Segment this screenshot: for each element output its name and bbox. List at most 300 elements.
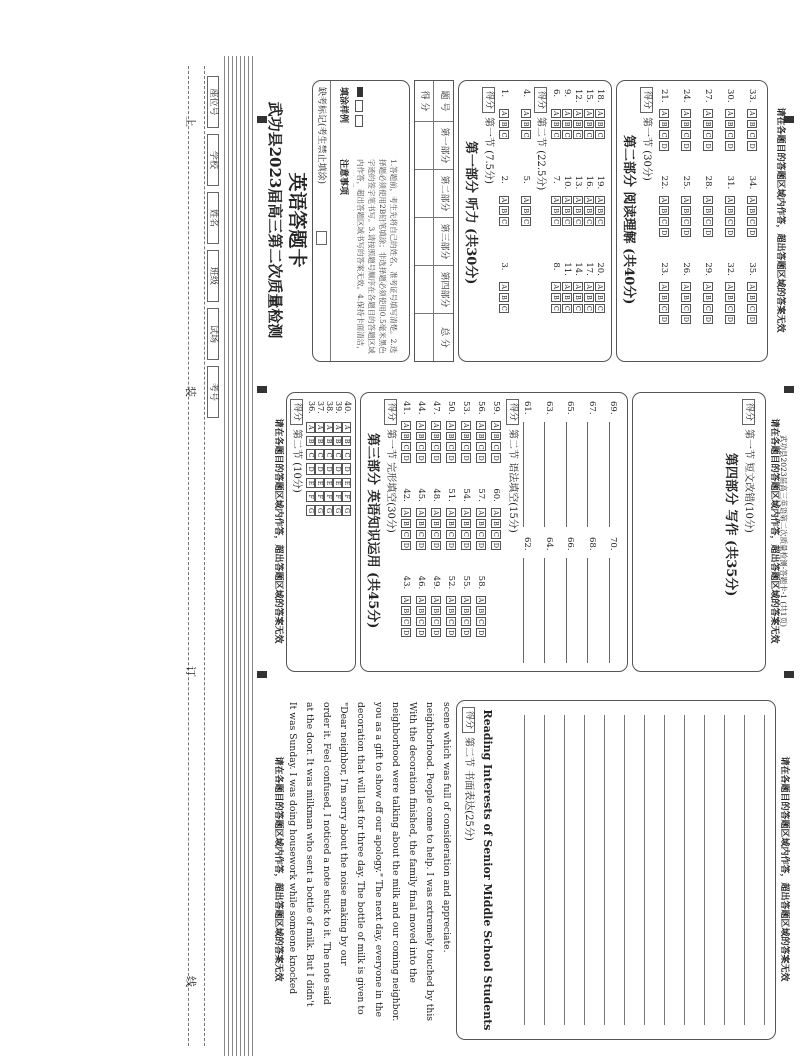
option-bubble[interactable]: D — [307, 463, 316, 474]
writing-line[interactable] — [664, 715, 665, 1025]
option-bubble[interactable]: C — [574, 219, 582, 225]
option-bubble[interactable]: B — [704, 121, 712, 127]
option-bubble[interactable]: B — [325, 436, 334, 447]
option-bubble[interactable]: A — [596, 197, 604, 203]
option-bubble[interactable]: B — [660, 121, 668, 127]
option-bubble[interactable]: D — [417, 455, 425, 461]
option-bubble[interactable]: C — [343, 449, 352, 460]
writing-line[interactable] — [644, 715, 645, 1025]
option-bubble[interactable]: D — [316, 463, 325, 474]
option-bubble[interactable]: A — [432, 423, 440, 428]
option-bubble[interactable]: A — [334, 422, 343, 433]
option-bubble[interactable]: D — [748, 143, 756, 149]
essay-writing-lines[interactable] — [503, 701, 775, 1039]
score-table-cell[interactable] — [415, 218, 433, 266]
option-bubble[interactable]: D — [682, 143, 690, 149]
blank-line[interactable] — [609, 422, 611, 527]
blank-line[interactable] — [523, 558, 525, 663]
option-bubble[interactable]: C — [704, 305, 712, 311]
writing-line[interactable] — [524, 715, 525, 1025]
option-bubble[interactable]: D — [748, 230, 756, 236]
option-bubble[interactable]: D — [343, 463, 352, 474]
option-bubble[interactable]: C — [563, 219, 571, 225]
option-bubble[interactable]: C — [462, 531, 470, 537]
option-bubble[interactable]: C — [462, 444, 470, 450]
option-bubble[interactable]: E — [307, 478, 316, 489]
option-bubble[interactable]: A — [500, 111, 508, 116]
blank-line[interactable] — [566, 422, 568, 527]
option-bubble[interactable]: B — [748, 121, 756, 127]
option-bubble[interactable]: A — [704, 111, 712, 116]
option-bubble[interactable]: D — [432, 630, 440, 636]
option-bubble[interactable]: C — [500, 305, 508, 311]
option-bubble[interactable]: A — [574, 197, 582, 203]
option-bubble[interactable]: C — [447, 619, 455, 625]
option-bubble[interactable]: C — [334, 449, 343, 460]
option-bubble[interactable]: D — [462, 455, 470, 461]
option-bubble[interactable]: B — [432, 433, 440, 439]
option-bubble[interactable]: B — [726, 208, 734, 214]
option-bubble[interactable]: G — [343, 505, 352, 516]
option-bubble[interactable]: B — [682, 295, 690, 300]
writing-line[interactable] — [704, 715, 705, 1025]
writing-line[interactable] — [604, 715, 605, 1025]
option-bubble[interactable]: C — [432, 531, 440, 537]
option-bubble[interactable]: B — [726, 295, 734, 300]
option-bubble[interactable]: D — [492, 455, 500, 461]
part3-box — [360, 392, 628, 672]
option-bubble[interactable]: A — [492, 510, 500, 516]
option-bubble[interactable]: A — [585, 284, 593, 290]
option-bubble[interactable]: A — [402, 597, 410, 603]
option-bubble[interactable]: B — [552, 208, 560, 214]
option-bubble[interactable]: G — [334, 505, 343, 516]
option-bubble[interactable]: C — [552, 305, 560, 311]
option-bubble[interactable]: B — [462, 433, 470, 439]
option-bubble[interactable]: B — [596, 295, 604, 300]
option-bubble[interactable]: D — [492, 542, 500, 549]
option-bubble[interactable]: A — [325, 422, 334, 433]
score-box[interactable]: 得分 — [742, 399, 755, 425]
blank-line[interactable] — [545, 558, 547, 663]
option-bubble[interactable]: D — [704, 316, 712, 323]
option-bubble[interactable]: B — [402, 521, 410, 526]
option-bubble[interactable]: B — [563, 208, 571, 214]
question-number: 29. — [703, 262, 714, 276]
option-bubble[interactable]: C — [563, 132, 571, 138]
option-bubble[interactable]: B — [682, 121, 690, 127]
option-bubble[interactable]: C — [704, 132, 712, 138]
writing-line[interactable] — [724, 715, 725, 1025]
option-bubble[interactable]: A — [682, 284, 690, 290]
option-bubble[interactable]: A — [417, 597, 425, 603]
option-bubble[interactable]: A — [574, 111, 582, 116]
score-table-cell[interactable] — [415, 170, 433, 218]
option-bubble[interactable]: A — [585, 111, 593, 116]
passage-line: order it. Feel confused, I noticed a note stuck to it. The note said — [321, 702, 333, 1005]
option-bubble[interactable]: G — [316, 505, 325, 516]
question-item — [461, 488, 471, 575]
option-bubble[interactable]: A — [552, 197, 560, 203]
option-bubble[interactable]: B — [585, 121, 593, 127]
option-bubble[interactable]: C — [462, 619, 470, 625]
option-bubble[interactable]: B — [660, 295, 668, 300]
option-bubble[interactable]: A — [596, 284, 604, 290]
option-bubble[interactable]: A — [660, 197, 668, 203]
option-bubble[interactable]: A — [316, 422, 325, 433]
blank-line[interactable] — [588, 422, 590, 527]
option-bubble[interactable]: A — [402, 423, 410, 428]
option-bubble[interactable]: D — [682, 230, 690, 236]
option-bubble[interactable]: A — [660, 284, 668, 290]
option-bubble[interactable]: C — [748, 305, 756, 311]
option-bubble[interactable]: B — [334, 436, 343, 447]
blank-line[interactable] — [523, 422, 525, 527]
writing-line[interactable] — [564, 715, 565, 1025]
option-bubble[interactable]: B — [500, 208, 508, 214]
option-bubble[interactable]: A — [500, 284, 508, 290]
option-bubble[interactable]: C — [325, 449, 334, 460]
question-item — [703, 89, 713, 176]
option-bubble[interactable]: A — [726, 111, 734, 116]
option-bubble[interactable]: A — [417, 510, 425, 516]
score-box[interactable]: 得分 — [290, 399, 303, 425]
option-bubble[interactable]: B — [477, 608, 485, 614]
option-bubble[interactable]: C — [417, 531, 425, 537]
field-exam-room[interactable]: 试场 — [207, 308, 219, 360]
option-bubble[interactable]: A — [596, 111, 604, 116]
option-bubble[interactable]: C — [748, 219, 756, 225]
option-bubble[interactable]: D — [402, 542, 410, 549]
option-bubble[interactable]: D — [477, 542, 485, 549]
option-bubble[interactable]: C — [447, 531, 455, 537]
absent-mark-checkbox[interactable] — [316, 231, 327, 245]
option-bubble[interactable]: B — [500, 121, 508, 127]
option-bubble[interactable]: A — [307, 422, 316, 433]
option-bubble[interactable]: D — [682, 316, 690, 323]
blank-line[interactable] — [588, 558, 590, 663]
option-bubble[interactable]: D — [726, 230, 734, 236]
option-bubble[interactable]: F — [307, 491, 316, 502]
option-bubble[interactable]: A — [563, 111, 571, 116]
option-bubble[interactable]: B — [552, 121, 560, 127]
option-bubble[interactable]: C — [402, 444, 410, 450]
option-bubble[interactable]: B — [477, 521, 485, 526]
option-bubble[interactable]: B — [492, 433, 500, 439]
option-bubble[interactable]: A — [552, 111, 560, 116]
question-number: 59. — [491, 401, 502, 415]
part1-title: 第一部分 听力 (共30分) — [463, 141, 478, 285]
writing-line[interactable] — [624, 715, 625, 1025]
question-item — [446, 401, 456, 488]
option-bubble[interactable]: C — [477, 619, 485, 625]
option-bubble[interactable]: C — [477, 531, 485, 537]
option-bubble[interactable]: F — [343, 491, 352, 502]
option-bubble[interactable]: B — [447, 608, 455, 614]
question-number: 21. — [659, 89, 670, 103]
score-box[interactable]: 得分 — [482, 87, 495, 113]
option-bubble[interactable]: A — [748, 111, 756, 116]
question-item — [595, 89, 605, 176]
option-bubble[interactable]: D — [726, 316, 734, 323]
field-name[interactable]: 姓名 — [207, 192, 219, 244]
option-bubble[interactable]: B — [432, 521, 440, 526]
option-bubble[interactable]: A — [682, 111, 690, 116]
option-bubble[interactable]: D — [704, 143, 712, 149]
option-bubble[interactable]: A — [447, 510, 455, 516]
option-bubble[interactable]: A — [462, 597, 470, 603]
blank-line[interactable] — [609, 558, 611, 663]
option-bubble[interactable]: C — [585, 219, 593, 225]
score-table-cell[interactable] — [415, 266, 433, 314]
option-bubble[interactable]: E — [316, 478, 325, 489]
option-bubble[interactable]: C — [307, 449, 316, 460]
field-class[interactable]: 班级 — [207, 250, 219, 302]
option-bubble[interactable]: B — [447, 521, 455, 526]
option-bubble[interactable]: C — [492, 531, 500, 537]
option-bubble[interactable]: C — [726, 219, 734, 225]
option-bubble[interactable]: B — [574, 208, 582, 214]
score-box[interactable]: 得分 — [640, 87, 653, 113]
option-bubble[interactable]: C — [660, 219, 668, 225]
option-bubble[interactable]: C — [500, 219, 508, 225]
option-bubble[interactable]: D — [417, 542, 425, 549]
option-bubble[interactable]: B — [563, 295, 571, 300]
option-bubble[interactable]: B — [316, 436, 325, 447]
option-bubble[interactable]: C — [585, 305, 593, 311]
option-bubble[interactable]: B — [574, 295, 582, 300]
notes-label: 注意事项 — [338, 159, 348, 196]
option-bubble[interactable]: D — [462, 542, 470, 549]
option-bubble[interactable]: A — [726, 197, 734, 203]
option-bubble[interactable]: B — [704, 295, 712, 300]
option-bubble[interactable]: B — [477, 433, 485, 439]
option-bubble[interactable]: C — [726, 305, 734, 311]
score-box[interactable]: 得分 — [462, 707, 475, 733]
option-bubble[interactable]: B — [596, 208, 604, 214]
option-bubble[interactable]: C — [552, 132, 560, 138]
option-bubble[interactable]: C — [552, 219, 560, 225]
score-box[interactable]: 得分 — [384, 399, 397, 425]
blank-line[interactable] — [566, 558, 568, 663]
option-bubble[interactable]: B — [417, 608, 425, 614]
option-bubble[interactable]: B — [417, 433, 425, 439]
writing-line[interactable] — [544, 715, 545, 1025]
option-bubble[interactable]: D — [660, 143, 668, 149]
option-bubble[interactable]: D — [417, 630, 425, 636]
option-bubble[interactable]: C — [660, 305, 668, 311]
option-bubble[interactable]: C — [726, 132, 734, 138]
question-item — [725, 176, 735, 263]
blank-line[interactable] — [545, 422, 547, 527]
option-bubble[interactable]: B — [563, 121, 571, 127]
option-bubble[interactable]: C — [682, 132, 690, 138]
option-bubble[interactable]: A — [343, 422, 352, 433]
option-bubble[interactable]: C — [596, 132, 604, 138]
option-bubble[interactable]: A — [682, 197, 690, 203]
field-seat-number[interactable]: 座位号 — [207, 76, 219, 128]
option-bubble[interactable]: C — [585, 132, 593, 138]
option-bubble[interactable]: A — [574, 284, 582, 290]
option-bubble[interactable]: D — [477, 455, 485, 461]
option-bubble[interactable]: A — [563, 284, 571, 290]
option-bubble[interactable]: B — [522, 208, 530, 214]
option-bubble[interactable]: C — [417, 619, 425, 625]
option-bubble[interactable]: B — [574, 121, 582, 127]
option-bubble[interactable]: D — [462, 630, 470, 636]
option-bubble[interactable]: B — [402, 608, 410, 614]
option-bubble[interactable]: D — [325, 463, 334, 474]
option-bubble[interactable]: A — [447, 423, 455, 428]
question-number: 52. — [446, 575, 457, 590]
option-bubble[interactable]: B — [682, 208, 690, 214]
option-bubble[interactable]: A — [660, 111, 668, 116]
option-bubble[interactable]: C — [748, 132, 756, 138]
option-bubble[interactable]: B — [500, 295, 508, 300]
option-bubble[interactable]: B — [417, 521, 425, 526]
score-box[interactable]: 得分 — [506, 399, 519, 425]
option-bubble[interactable]: D — [748, 316, 756, 323]
option-bubble[interactable]: A — [462, 423, 470, 428]
option-bubble[interactable]: A — [704, 284, 712, 290]
option-bubble[interactable]: C — [522, 132, 530, 138]
option-bubble[interactable]: B — [748, 208, 756, 214]
part4-sec1-box — [632, 392, 766, 672]
option-bubble[interactable]: D — [726, 143, 734, 149]
option-bubble[interactable]: B — [447, 433, 455, 439]
option-bubble[interactable]: A — [748, 284, 756, 290]
option-bubble[interactable]: B — [492, 521, 500, 526]
option-bubble[interactable]: D — [447, 542, 455, 549]
option-bubble[interactable]: B — [462, 521, 470, 526]
binding-strip — [180, 56, 255, 1056]
option-bubble[interactable]: B — [660, 208, 668, 214]
option-bubble[interactable]: A — [748, 197, 756, 203]
score-table-cell[interactable] — [415, 122, 433, 170]
score-box[interactable]: 得分 — [534, 87, 547, 113]
option-bubble[interactable]: C — [704, 219, 712, 225]
question-number: 44. — [416, 401, 427, 415]
option-bubble[interactable]: B — [726, 121, 734, 127]
option-bubble[interactable]: G — [307, 505, 316, 516]
option-bubble[interactable]: D — [402, 630, 410, 636]
option-bubble[interactable]: C — [417, 444, 425, 450]
option-bubble[interactable]: A — [563, 197, 571, 203]
option-bubble[interactable]: B — [552, 295, 560, 300]
option-bubble[interactable]: B — [704, 208, 712, 214]
option-bubble[interactable]: A — [704, 197, 712, 203]
option-bubble[interactable]: A — [522, 197, 530, 203]
option-bubble[interactable]: C — [402, 531, 410, 537]
option-bubble[interactable]: B — [402, 433, 410, 439]
option-bubble[interactable]: A — [462, 510, 470, 516]
field-school[interactable]: 学校 — [207, 134, 219, 186]
score-table-cell[interactable] — [415, 314, 433, 361]
option-bubble[interactable]: A — [500, 197, 508, 203]
question-item — [476, 401, 486, 488]
field-exam-number[interactable]: 考号 — [207, 366, 219, 418]
option-bubble[interactable]: B — [343, 436, 352, 447]
option-bubble[interactable]: C — [492, 444, 500, 450]
option-bubble[interactable]: B — [462, 608, 470, 614]
option-bubble[interactable]: C — [522, 219, 530, 225]
option-bubble[interactable]: C — [660, 132, 668, 138]
option-bubble[interactable]: C — [432, 619, 440, 625]
option-bubble[interactable]: B — [585, 208, 593, 214]
option-bubble[interactable]: B — [748, 295, 756, 300]
option-bubble[interactable]: D — [477, 630, 485, 636]
option-bubble[interactable]: C — [402, 619, 410, 625]
option-bubble[interactable]: A — [432, 597, 440, 603]
option-bubble[interactable]: F — [334, 491, 343, 502]
option-bubble[interactable]: C — [563, 305, 571, 311]
option-bubble[interactable]: A — [552, 284, 560, 290]
option-bubble[interactable]: A — [402, 510, 410, 516]
option-bubble[interactable]: D — [447, 630, 455, 636]
option-bubble[interactable]: D — [660, 316, 668, 323]
option-bubble[interactable]: A — [726, 284, 734, 290]
option-bubble[interactable]: A — [417, 423, 425, 428]
question-item — [562, 262, 572, 349]
option-bubble[interactable]: C — [316, 449, 325, 460]
option-bubble[interactable]: A — [477, 510, 485, 516]
option-bubble[interactable]: F — [316, 491, 325, 502]
writing-line[interactable] — [684, 715, 685, 1025]
option-bubble[interactable]: B — [596, 121, 604, 127]
option-bubble[interactable]: E — [325, 478, 334, 489]
option-bubble[interactable]: E — [334, 478, 343, 489]
question-item — [703, 176, 713, 263]
option-bubble[interactable]: A — [447, 597, 455, 603]
option-bubble[interactable]: B — [307, 436, 316, 447]
writing-line[interactable] — [584, 715, 585, 1025]
option-bubble[interactable]: D — [704, 230, 712, 236]
option-bubble[interactable]: D — [334, 463, 343, 474]
footer-warning: 请在各题目的答题区域内作答，超出答题区域的答案无效 — [273, 756, 283, 982]
option-bubble[interactable]: C — [574, 132, 582, 138]
option-bubble[interactable]: E — [343, 478, 352, 489]
option-bubble[interactable]: C — [432, 444, 440, 450]
option-bubble[interactable]: A — [585, 197, 593, 203]
option-bubble[interactable]: C — [596, 305, 604, 311]
option-bubble[interactable]: C — [682, 305, 690, 311]
option-bubble[interactable]: A — [477, 597, 485, 603]
option-bubble[interactable]: C — [574, 305, 582, 311]
option-bubble[interactable]: D — [432, 542, 440, 549]
option-bubble[interactable]: C — [477, 444, 485, 450]
option-bubble[interactable]: A — [432, 510, 440, 516]
option-bubble[interactable]: G — [325, 505, 334, 516]
option-bubble[interactable]: C — [500, 132, 508, 138]
option-bubble[interactable]: D — [660, 230, 668, 236]
question-item — [584, 89, 594, 176]
option-bubble[interactable]: F — [325, 491, 334, 502]
option-bubble[interactable]: D — [432, 455, 440, 461]
option-bubble[interactable]: C — [682, 219, 690, 225]
writing-line[interactable] — [744, 715, 745, 1025]
option-bubble[interactable]: B — [432, 608, 440, 614]
option-bubble[interactable]: A — [522, 111, 530, 116]
option-bubble[interactable]: B — [522, 121, 530, 127]
option-bubble[interactable]: D — [402, 455, 410, 461]
option-bubble[interactable]: C — [596, 219, 604, 225]
option-bubble[interactable]: D — [447, 455, 455, 461]
option-bubble[interactable]: B — [585, 295, 593, 300]
option-bubble[interactable]: A — [477, 423, 485, 428]
writing-line[interactable] — [764, 715, 765, 1025]
option-bubble[interactable]: A — [492, 423, 500, 428]
option-bubble[interactable]: C — [447, 444, 455, 450]
